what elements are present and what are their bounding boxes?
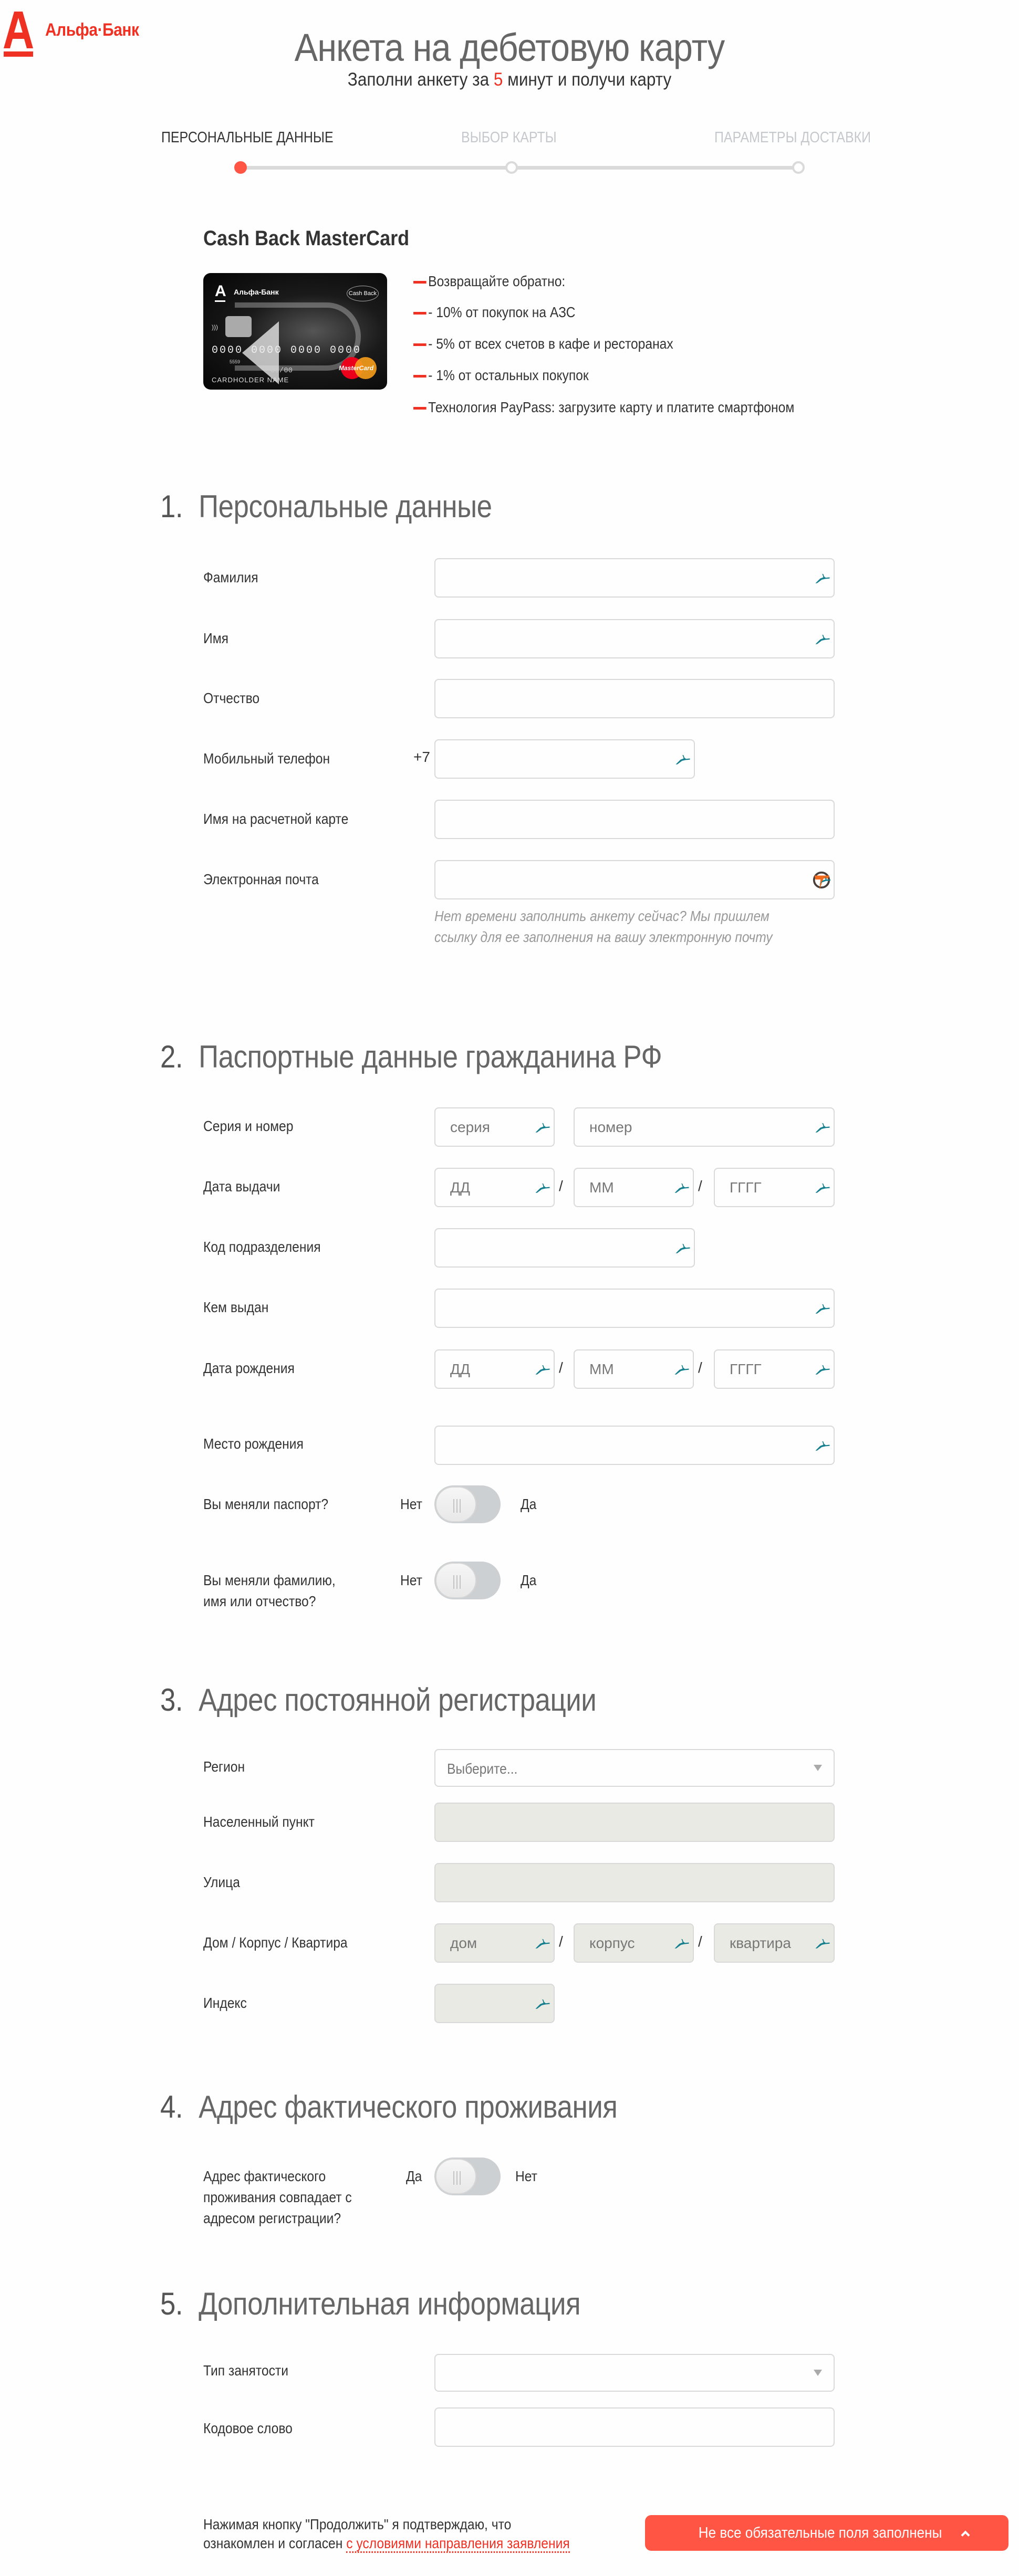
card-holder: CARDHOLDER NAME (212, 376, 289, 384)
same-address-toggle[interactable] (434, 2158, 501, 2195)
date-separator: / (559, 1178, 563, 1194)
label-issue-date: Дата выдачи (203, 1178, 280, 1195)
label-birth-place: Место рождения (203, 1436, 304, 1452)
cashback-badge: Cash Back (347, 286, 379, 301)
benefit-item (413, 399, 794, 416)
section-title-text: Дополнительная информация (199, 2286, 581, 2321)
autofill-gazelle-icon[interactable] (815, 1362, 830, 1377)
date-separator: / (559, 1359, 563, 1376)
benefit-item (413, 273, 565, 290)
benefit-text: Технология PayPass: загрузите карту и платите смартфоном (428, 399, 795, 415)
birth-year-field[interactable] (714, 1349, 835, 1389)
label-same-address-line3: адресом регистрации? (203, 2210, 341, 2226)
benefit-text: - 1% от остальных покупок (428, 367, 589, 383)
section-passport-heading (160, 1039, 662, 1075)
section-personal-heading (160, 488, 492, 525)
region-selected-value: Выберите... (447, 1761, 518, 1777)
label-birth-date: Дата рождения (203, 1360, 295, 1376)
autofill-gazelle-icon[interactable] (535, 1936, 550, 1951)
autofill-gazelle-icon[interactable] (815, 1936, 830, 1951)
label-street: Улица (203, 1874, 240, 1890)
section-title-text: Адрес фактического проживания (199, 2089, 618, 2124)
autofill-gazelle-icon[interactable] (535, 1120, 550, 1135)
locality-input[interactable] (435, 1804, 834, 1841)
autofill-gazelle-icon[interactable] (535, 1362, 550, 1377)
employment-select[interactable] (434, 2354, 835, 2392)
issue-year-field[interactable] (714, 1168, 835, 1207)
step-delivery: ПАРАМЕТРЫ ДОСТАВКИ (714, 129, 871, 146)
card-bank-name: Альфа-Банк (234, 288, 279, 296)
issued-by-input[interactable] (435, 1290, 834, 1327)
autofill-gazelle-icon[interactable] (815, 1438, 830, 1453)
middle-name-input[interactable] (435, 680, 834, 717)
card-name-input[interactable] (435, 801, 834, 838)
benefit-item (413, 367, 589, 384)
section-number: 3. (160, 1682, 183, 1718)
passport-series-field[interactable] (434, 1107, 555, 1147)
extension-badge-icon[interactable] (812, 870, 831, 891)
apartment-field[interactable] (714, 1923, 835, 1963)
issue-month-field[interactable] (574, 1168, 694, 1207)
autofill-gazelle-icon[interactable] (535, 1996, 550, 2011)
dash-icon (413, 343, 427, 346)
label-region: Регион (203, 1758, 245, 1775)
toggle-knob[interactable] (435, 1563, 476, 1598)
building-field[interactable] (574, 1923, 694, 1963)
chip-icon (225, 316, 252, 337)
chevron-down-icon[interactable] (814, 1765, 822, 1771)
dash-icon (413, 312, 427, 315)
email-field[interactable] (434, 860, 835, 899)
date-separator: / (698, 1178, 702, 1194)
birth-place-input[interactable] (435, 1427, 834, 1464)
autofill-gazelle-icon[interactable] (675, 1241, 691, 1255)
autofill-gazelle-icon[interactable] (815, 1301, 830, 1316)
benefit-item (413, 336, 673, 352)
birth-place-field[interactable] (434, 1426, 835, 1465)
consent-text-before: ознакомлен и согласен (203, 2535, 343, 2551)
label-middle-name: Отчество (203, 690, 260, 706)
label-phone: Мобильный телефон (203, 750, 330, 767)
passport-number-field[interactable] (574, 1107, 835, 1147)
label-locality: Населенный пункт (203, 1814, 315, 1830)
label-issued-by: Кем выдан (203, 1299, 269, 1315)
section-number: 5. (160, 2286, 183, 2321)
label-employment: Тип занятости (203, 2362, 288, 2379)
card-valid: 00/00 (271, 366, 293, 375)
card-alfa-bar (215, 300, 225, 302)
card-title: Cash Back MasterCard (203, 227, 410, 250)
code-word-input[interactable] (435, 2409, 834, 2446)
section-registration-heading (160, 1682, 596, 1718)
birth-day-field[interactable] (434, 1349, 555, 1389)
chevron-up-icon (961, 2531, 970, 2540)
section-number: 4. (160, 2089, 183, 2124)
card-image (203, 273, 387, 390)
autofill-gazelle-icon[interactable] (674, 1936, 690, 1951)
date-separator: / (698, 1359, 702, 1376)
dash-icon (413, 407, 427, 410)
toggle-option-no[interactable]: Нет (515, 2168, 537, 2184)
last-name-field[interactable] (434, 558, 835, 598)
contactless-icon: ))) (212, 323, 218, 331)
issued-by-field[interactable] (434, 1289, 835, 1328)
code-word-field[interactable] (434, 2407, 835, 2447)
section-number: 2. (160, 1039, 183, 1074)
street-input[interactable] (435, 1864, 834, 1901)
dash-icon (413, 281, 427, 284)
label-code-word: Кодовое слово (203, 2420, 293, 2436)
section-additional-heading (160, 2286, 580, 2322)
brand-name[interactable]: Альфа·Банк (45, 20, 139, 40)
conditions-link[interactable]: с условиями направления заявления (346, 2535, 570, 2553)
address-separator: / (559, 1933, 563, 1950)
first-name-field[interactable] (434, 619, 835, 658)
toggle-knob[interactable] (435, 2159, 476, 2194)
section-title-text: Адрес постоянной регистрации (199, 1682, 597, 1718)
label-house: Дом / Корпус / Квартира (203, 1934, 348, 1951)
label-card-name: Имя на расчетной карте (203, 811, 349, 827)
section-title-text: Персональные данные (199, 489, 492, 524)
toggle-option-yes[interactable]: Да (406, 2168, 422, 2184)
consent-line2 (203, 2534, 570, 2553)
card-name-field[interactable] (434, 800, 835, 839)
street-field[interactable] (434, 1863, 835, 1902)
benefit-text: - 5% от всех счетов в кафе и ресторанах (428, 336, 673, 352)
region-select[interactable] (434, 1749, 835, 1787)
toggle-option-yes[interactable]: Да (521, 1496, 537, 1512)
locality-field[interactable] (434, 1803, 835, 1842)
autofill-gazelle-icon[interactable] (675, 752, 691, 767)
birth-month-field[interactable] (574, 1349, 694, 1389)
chevron-down-icon[interactable] (814, 2370, 822, 2376)
index-field[interactable] (434, 1984, 555, 2023)
step-card-choice: ВЫБОР КАРТЫ (461, 129, 557, 146)
label-name-changed-line2: имя или отчество? (203, 1593, 316, 1609)
card-alfa-icon: A (215, 282, 226, 300)
email-hint: ссылку для ее заполнения на вашу электронную почту (434, 929, 773, 945)
last-name-input[interactable] (435, 559, 834, 596)
step-dot (792, 161, 805, 174)
autofill-gazelle-icon[interactable] (815, 632, 830, 646)
label-name-changed: Вы меняли фамилию, (203, 1572, 336, 1588)
phone-prefix: +7 (413, 749, 430, 765)
submit-label: Не все обязательные поля заполнены (699, 2524, 942, 2541)
label-email: Электронная почта (203, 871, 319, 887)
autofill-gazelle-icon[interactable] (535, 1180, 550, 1195)
autofill-gazelle-icon[interactable] (815, 571, 830, 585)
label-last-name: Фамилия (203, 569, 258, 585)
email-hint: Нет времени заполнить анкету сейчас? Мы пришлем (434, 908, 770, 924)
label-series-number: Серия и номер (203, 1118, 294, 1134)
subtitle-text-end: минут и получи карту (507, 69, 672, 90)
benefit-item (413, 304, 575, 321)
card-number: 0000 0000 0000 0000 (212, 344, 362, 357)
label-same-address-line2: проживания совпадает с (203, 2189, 352, 2205)
autofill-gazelle-icon[interactable] (815, 1180, 830, 1195)
address-separator: / (698, 1933, 702, 1950)
passport-changed-toggle[interactable] (434, 1485, 501, 1523)
benefit-text: - 10% от покупок на АЗС (428, 304, 576, 320)
toggle-knob[interactable] (435, 1486, 476, 1522)
consent-line1: Нажимая кнопку "Продолжить" я подтверждаю, что (203, 2516, 512, 2532)
mastercard-logo: MasterCard (339, 364, 374, 372)
step-dot (505, 161, 518, 174)
first-name-input[interactable] (435, 620, 834, 657)
label-first-name: Имя (203, 630, 229, 646)
name-changed-toggle[interactable] (434, 1562, 501, 1599)
dept-code-field[interactable] (434, 1228, 695, 1268)
phone-field[interactable] (434, 739, 695, 779)
autofill-gazelle-icon[interactable] (674, 1180, 690, 1195)
dept-code-input[interactable] (435, 1229, 694, 1266)
page-title: Анкета на дебетовую карту (294, 26, 725, 69)
toggle-option-yes[interactable]: Да (521, 1572, 537, 1588)
autofill-gazelle-icon[interactable] (674, 1362, 690, 1377)
autofill-gazelle-icon[interactable] (815, 1120, 830, 1135)
progress-track (241, 166, 798, 170)
step-personal-data: ПЕРСОНАЛЬНЫЕ ДАННЫЕ (161, 129, 334, 146)
step-dot-active (234, 161, 247, 174)
page-subtitle (51, 69, 968, 90)
issue-day-field[interactable] (434, 1168, 555, 1207)
section-number: 1. (160, 489, 183, 524)
phone-input[interactable] (435, 740, 694, 778)
section-actual-address-heading (160, 2089, 617, 2125)
house-field[interactable] (434, 1923, 555, 1963)
label-passport-changed: Вы меняли паспорт? (203, 1496, 329, 1512)
card-small-number: 5559 (230, 359, 241, 364)
consent-text (203, 2515, 570, 2553)
label-dept-code: Код подразделения (203, 1239, 321, 1255)
toggle-option-no[interactable]: Нет (400, 1572, 422, 1588)
label-same-address: Адрес фактического (203, 2168, 326, 2184)
alfa-logo-icon[interactable] (3, 11, 34, 58)
subtitle-text: Заполни анкету за (347, 69, 490, 90)
middle-name-field[interactable] (434, 679, 835, 718)
label-index: Индекс (203, 1995, 247, 2011)
benefit-text: Возвращайте обратно: (428, 273, 566, 289)
toggle-option-no[interactable]: Нет (400, 1496, 422, 1512)
dash-icon (413, 375, 427, 378)
email-input[interactable] (435, 861, 834, 898)
section-title-text: Паспортные данные гражданина РФ (199, 1039, 662, 1074)
submit-button[interactable] (645, 2515, 1008, 2551)
subtitle-minutes: 5 (493, 69, 503, 90)
passport-number-input[interactable] (575, 1108, 834, 1146)
